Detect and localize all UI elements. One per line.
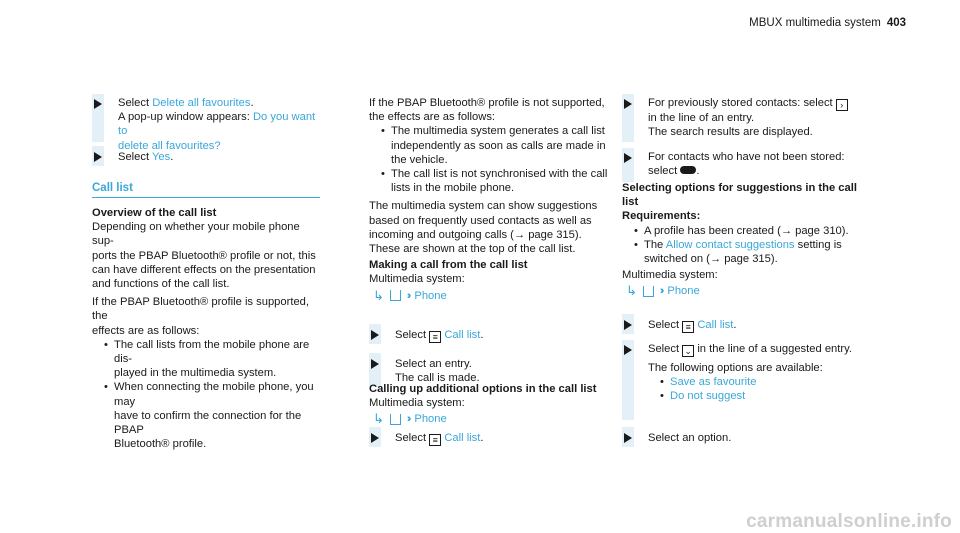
step-arrow-icon bbox=[624, 320, 632, 330]
requirements-heading: Requirements: bbox=[622, 210, 701, 223]
list-icon: ≡ bbox=[429, 434, 441, 446]
double-chevron-icon: ›› bbox=[659, 285, 662, 298]
step-suggested-entry: Select ⌄ in the line of a suggested entry. The following options are available: • Save as favourite • Do not suggest bbox=[622, 342, 872, 404]
call-list-link[interactable]: Call list bbox=[697, 319, 734, 331]
yes-link[interactable]: Yes bbox=[152, 151, 171, 163]
list-item: • A profile has been created (→ page 310). bbox=[634, 224, 872, 238]
section-rule bbox=[92, 197, 320, 198]
call-list-link[interactable]: Call list bbox=[444, 432, 481, 444]
making-call-heading: Making a call from the call list bbox=[369, 259, 528, 272]
popup-text-b: delete all favourites? bbox=[118, 139, 221, 152]
no-support-block: If the PBAP Bluetooth® profile is not supported, the effects are as follows: • The multimedia system generates a call list independently as soon as calls are made in the vehicle. • The call list is not synchronised with the call lists in the mobile phone. The multimedia system can show suggestions based on frequently used contacts as well as incoming and outgoing calls (→ page 315). These are shown at the top of the call list. Making a call from the call list Multimedia system: ↳ ›› Phone bbox=[369, 96, 613, 305]
step-select-entry: Select an entry. The call is made. bbox=[369, 357, 613, 385]
additional-options-block: Calling up additional options in the call list Multimedia system: ↳ ›› Phone bbox=[369, 382, 613, 428]
call-list-link[interactable]: Call list bbox=[444, 329, 481, 341]
header-title: MBUX multimedia system bbox=[749, 17, 881, 29]
step-arrow-icon bbox=[624, 433, 632, 443]
options-circle-icon[interactable]: ⌄ bbox=[682, 345, 694, 357]
nav-path bbox=[369, 287, 613, 305]
return-arrow-icon: ↳ bbox=[373, 411, 384, 427]
phone-link[interactable]: Phone bbox=[414, 289, 447, 302]
nav-path bbox=[622, 282, 872, 300]
popup-text-a: Do you want to bbox=[118, 111, 316, 138]
step-arrow-icon bbox=[94, 152, 102, 162]
step-select-yes: Select Yes. bbox=[92, 150, 320, 164]
page-number: 403 bbox=[886, 17, 906, 29]
list-item bbox=[660, 389, 872, 403]
support-bullets bbox=[92, 338, 320, 452]
step-select-option: Select an option. bbox=[622, 431, 872, 445]
step-arrow-icon bbox=[371, 433, 379, 443]
page-header bbox=[749, 16, 906, 30]
list-icon: ≡ bbox=[682, 321, 694, 333]
save-as-favourite-option[interactable]: Save as favourite bbox=[670, 376, 757, 389]
return-arrow-icon: ↳ bbox=[626, 283, 637, 299]
step-call-list-2: Select ≡ Call list. bbox=[369, 431, 613, 446]
double-chevron-icon: ›› bbox=[406, 289, 409, 302]
step-arrow-icon bbox=[624, 99, 632, 109]
suggestions-block: Selecting options for suggestions in the call list Requirements: • A profile has been created (→ page 310). • The Allow contact suggestions setting is switched on (→ page 315). Multimedia system: ↳ ›› Phone bbox=[622, 181, 872, 300]
home-icon[interactable] bbox=[643, 286, 654, 297]
additional-options-heading: Calling up additional options in the call list bbox=[369, 383, 597, 395]
phone-link[interactable]: Phone bbox=[414, 413, 447, 426]
list-item: • When connecting the mobile phone, you may have to confirm the connection for the PBAP Bluetooth® profile. bbox=[104, 380, 320, 451]
chevron-right-icon[interactable]: › bbox=[836, 99, 848, 111]
step-stored-contacts: For previously stored contacts: select › in the line of an entry. The search results are displayed. bbox=[622, 96, 872, 139]
step-call-list-1: Select ≡ Call list. bbox=[369, 328, 613, 343]
list-item: • The call list is not synchronised with the call lists in the mobile phone. bbox=[381, 167, 613, 195]
delete-all-favourites-link[interactable]: Delete all favourites bbox=[152, 97, 251, 109]
phone-link[interactable]: Phone bbox=[667, 285, 700, 298]
overview-title: Overview of the call list bbox=[92, 207, 217, 219]
step-arrow-icon bbox=[624, 153, 632, 163]
step-delete-favourites: Select Delete all favourites. A pop-up window appears: Do you want to delete all favourites? bbox=[92, 96, 320, 153]
list-item: • The call lists from the mobile phone are dis- played in the multimedia system. bbox=[104, 338, 320, 381]
step-arrow-icon bbox=[624, 345, 632, 355]
step-arrow-icon bbox=[371, 330, 379, 340]
step-arrow-icon bbox=[94, 99, 102, 109]
allow-contact-suggestions-link[interactable]: Allow contact suggestions bbox=[665, 238, 795, 251]
list-icon: ≡ bbox=[429, 331, 441, 343]
nav-path bbox=[369, 410, 613, 428]
double-chevron-icon: ›› bbox=[406, 413, 409, 426]
list-item: • The multimedia system generates a call list independently as soon as calls are made in the vehicle. bbox=[381, 124, 613, 167]
overview-block: Overview of the call list Depending on whether your mobile phone sup- ports the PBAP Bluetooth® profile or not, this can have different effects on the presentation and functions of the call list. If the PBAP Bluetooth® profile is supported, the effects are as follows: • The call lists from the mobile phone are dis- played in the multimedia system. • When connecting the mobile phone, you may have to confirm the connection for the PBAP Bluetooth® profile. bbox=[92, 206, 320, 451]
list-item bbox=[660, 375, 872, 389]
step-arrow-icon bbox=[371, 359, 379, 369]
return-arrow-icon: ↳ bbox=[373, 287, 384, 303]
section-title: Call list bbox=[92, 182, 133, 194]
message-icon[interactable] bbox=[680, 166, 696, 174]
home-icon[interactable] bbox=[390, 290, 401, 301]
suggestions-heading-b: list bbox=[622, 196, 639, 209]
home-icon[interactable] bbox=[390, 414, 401, 425]
step-unstored-contacts: For contacts who have not been stored: select . bbox=[622, 150, 872, 178]
watermark: carmanualsonline.info bbox=[746, 510, 952, 532]
suggestions-heading-a: Selecting options for suggestions in the call bbox=[622, 182, 857, 194]
do-not-suggest-option[interactable]: Do not suggest bbox=[670, 390, 746, 403]
list-item: • The Allow contact suggestions setting is switched on (→ page 315). bbox=[634, 238, 872, 266]
step-call-list-3: Select ≡ Call list. bbox=[622, 318, 872, 333]
